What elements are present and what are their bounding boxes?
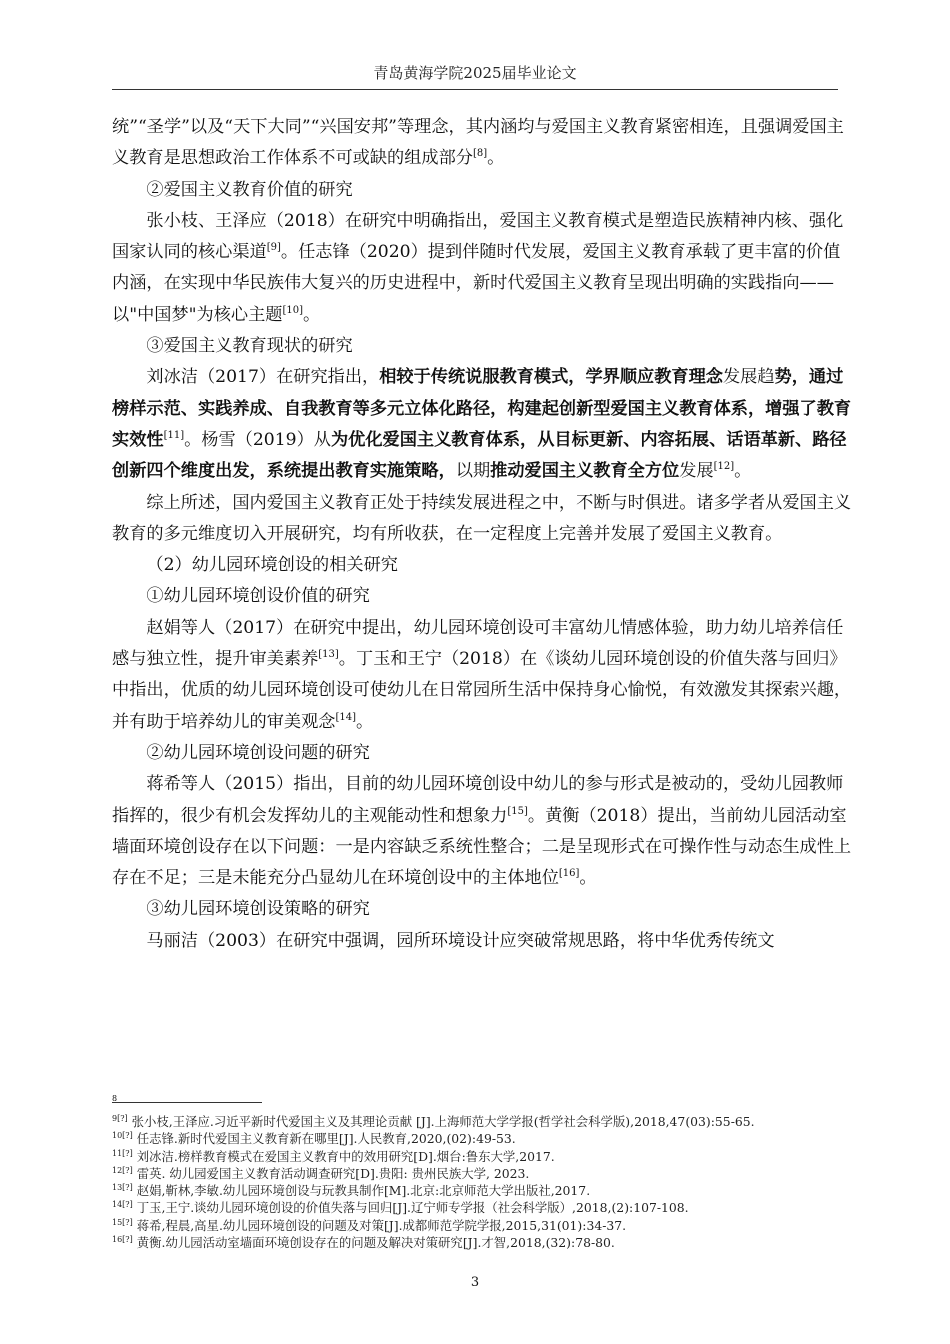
footnote: $^{14[?]}$ 丁玉,王宁.谈幼儿园环境创设的价值失落与回归[J].辽宁师专学报（社会科学版）,2018,(2):107-108.: [112, 1200, 689, 1216]
citation: [16]: [558, 868, 580, 880]
header-title: 青岛黄海学院2025届毕业论文: [373, 64, 577, 82]
subheading-env-strategy: ③幼儿园环境创设策略的研究: [146, 899, 370, 920]
page-number: 3: [470, 1275, 480, 1290]
citation: [15]: [507, 805, 528, 817]
footnote: $^{13[?]}$ 赵娟,靳林,李敏.幼儿园环境创设与玩教具制作[M].北京:北京师范大学出版社,2017.: [112, 1183, 591, 1199]
footnote: $^{15[?]}$ 蒋希,程晨,高星.幼儿园环境创设的问题及对策[J].成都师范学院学报,2015,31(01):34-37.: [112, 1217, 627, 1233]
footnote: $^{10[?]}$ 任志锋.新时代爱国主义教育新在哪里[J].人民教育,2020,(02):49-53.: [112, 1131, 516, 1147]
subheading-env-value: ①幼儿园环境创设价值的研究: [146, 586, 370, 607]
citation: [9]: [266, 242, 281, 254]
footnote: $^{16[?]}$ 黄衡.幼儿园活动室墙面环境创设存在的问题及解决对策研究[J].才智,2018,(32):78-80.: [112, 1235, 615, 1251]
paragraph-env-strategy: 马丽洁（2003）在研究中强调，园所环境设计应突破常规思路，将中华优秀传统文: [146, 930, 775, 951]
running-header: [112, 62, 838, 90]
paragraph-env-problem: 蒋希等人（2015）指出，目前的幼儿园环境创设中幼儿的参与形式是被动的，受幼儿园教师指挥的，很少有机会发挥幼儿的主观能动性和想象力[15]。黄衡（2018）提出，当前幼儿园活动室墙面环境创设存在以下问题：一是内容缺乏系统性整合；二是呈现形式在可操作性与动态生成性上存在不足；三是未能充分凸显幼儿在环境创设中的主体地位[16]。: [112, 774, 852, 889]
citation: [12]: [713, 461, 735, 473]
footnote: $^{9[?]}$ 张小枝,王泽应.习近平新时代爱国主义及其理论贡献 [J].上海师范大学学报(哲学社会科学版),2018,47(03):55-65.: [112, 1114, 755, 1129]
paragraph-summary: 综上所述，国内爱国主义教育正处于持续发展进程之中，不断与时俱进。诸多学者从爱国主义教育的多元维度切入开展研究，均有所收获，在一定程度上完善并发展了爱国主义教育。: [112, 492, 852, 544]
paragraph-status: 刘冰洁（2017）在研究指出，相较于传统说服教育模式，学界顺应教育理念发展趋势，通过榜样示范、实践养成、自我教育等多元立体化路径，构建起创新型爱国主义教育体系，增强了教育实效性[11]。杨雪（2019）从为优化爱国主义教育体系，从目标更新、内容拓展、话语革新、路径创新四个维度出发，系统提出教育实施策略，以期推动爱国主义教育全方位发展[12]。: [112, 367, 852, 482]
footnote-separator: 8: [112, 1102, 262, 1103]
footnote: $^{11[?]}$ 刘冰洁.榜样教育模式在爱国主义教育中的效用研究[D].烟台:鲁东大学,2017.: [112, 1148, 555, 1164]
paragraph-continuation: 统”“圣学”以及“天下大同”“兴国安邦”等理念，其内涵均与爱国主义教育紧密相连，且强调爱国主义教育是思想政治工作体系不可或缺的组成部分[8]。: [112, 117, 844, 169]
subheading-env-problem: ②幼儿园环境创设问题的研究: [146, 742, 370, 763]
citation: [10]: [282, 304, 304, 316]
citation: [13]: [318, 649, 339, 661]
paragraph-value: 张小枝、王泽应（2018）在研究中明确指出，爱国主义教育模式是塑造民族精神内核、强化国家认同的核心渠道[9]。任志锋（2020）提到伴随时代发展，爱国主义教育承载了更丰富的价值内涵，在实现中华民族伟大复兴的历史进程中，新时代爱国主义教育呈现出明确的实践指向——以"中国梦"为核心主题[10]。: [112, 210, 844, 325]
footnotes: [112, 1113, 858, 1251]
subheading-patriotic-value: ②爱国主义教育价值的研究: [146, 179, 353, 200]
body-text: [112, 112, 856, 957]
section-heading-environment: （2）幼儿园环境创设的相关研究: [146, 555, 398, 576]
citation: [14]: [335, 711, 356, 723]
footnote: $^{12[?]}$ 雷英. 幼儿园爱国主义教育活动调查研究[D].贵阳: 贵州民族大学, 2023.: [112, 1165, 530, 1181]
citation: [8]: [472, 148, 488, 160]
paragraph-env-value: 赵娟等人（2017）在研究中提出，幼儿园环境创设可丰富幼儿情感体验，助力幼儿培养信任感与独立性，提升审美素养[13]。丁玉和王宁（2018）在《谈幼儿园环境创设的价值失落与回归》中指出，优质的幼儿园环境创设可使幼儿在日常园所生活中保持身心愉悦，有效激发其探索兴趣，并有助于培养幼儿的审美观念[14]。: [112, 617, 852, 732]
subheading-patriotic-status: ③爱国主义教育现状的研究: [146, 336, 353, 357]
citation: [11]: [163, 429, 185, 441]
